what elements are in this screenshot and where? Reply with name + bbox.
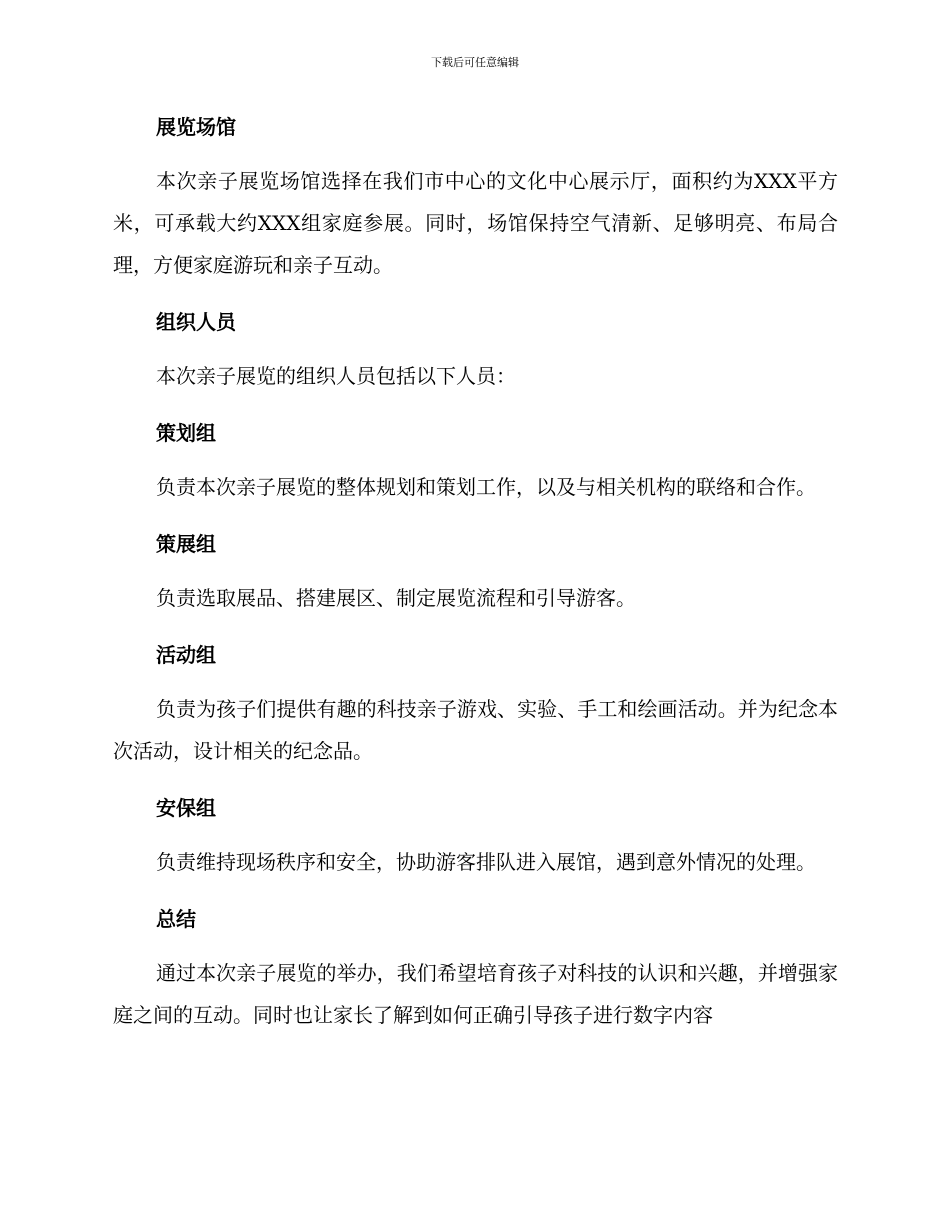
document-body: [113, 110, 838, 1036]
section-heading: 展览场馆: [156, 115, 236, 139]
section-paragraph: 通过本次亲子展览的举办，我们希望培育孩子对科技的认识和兴趣，并增强家庭之间的互动。同时也让家长了解到如何正确引导孩子进行数字内容: [113, 961, 838, 1027]
section-heading: 策划组: [156, 421, 216, 445]
section-paragraph: 负责维持现场秩序和安全，协助游客排队进入展馆，遇到意外情况的处理。: [156, 850, 816, 874]
section-paragraph: 本次亲子展览的组织人员包括以下人员：: [156, 364, 516, 388]
section-heading: 组织人员: [156, 310, 236, 334]
section-paragraph: 负责本次亲子展览的整体规划和策划工作，以及与相关机构的联络和合作。: [156, 475, 816, 499]
section-heading: 策展组: [156, 532, 216, 556]
section-paragraph: 本次亲子展览场馆选择在我们市中心的文化中心展示厅，面积约为XXX平方米，可承载大约XXX组家庭参展。同时，场馆保持空气清新、足够明亮、布局合理，方便家庭游玩和亲子互动。: [113, 169, 838, 277]
section-heading: 安保组: [156, 796, 216, 820]
section-paragraph: 负责选取展品、搭建展区、制定展览流程和引导游客。: [156, 586, 636, 610]
page-header: 下载后可任意编辑: [431, 56, 519, 69]
section-paragraph: 负责为孩子们提供有趣的科技亲子游戏、实验、手工和绘画活动。并为纪念本次活动，设计相关的纪念品。: [113, 697, 838, 763]
section-heading: 活动组: [156, 643, 216, 667]
section-heading: 总结: [156, 907, 196, 931]
